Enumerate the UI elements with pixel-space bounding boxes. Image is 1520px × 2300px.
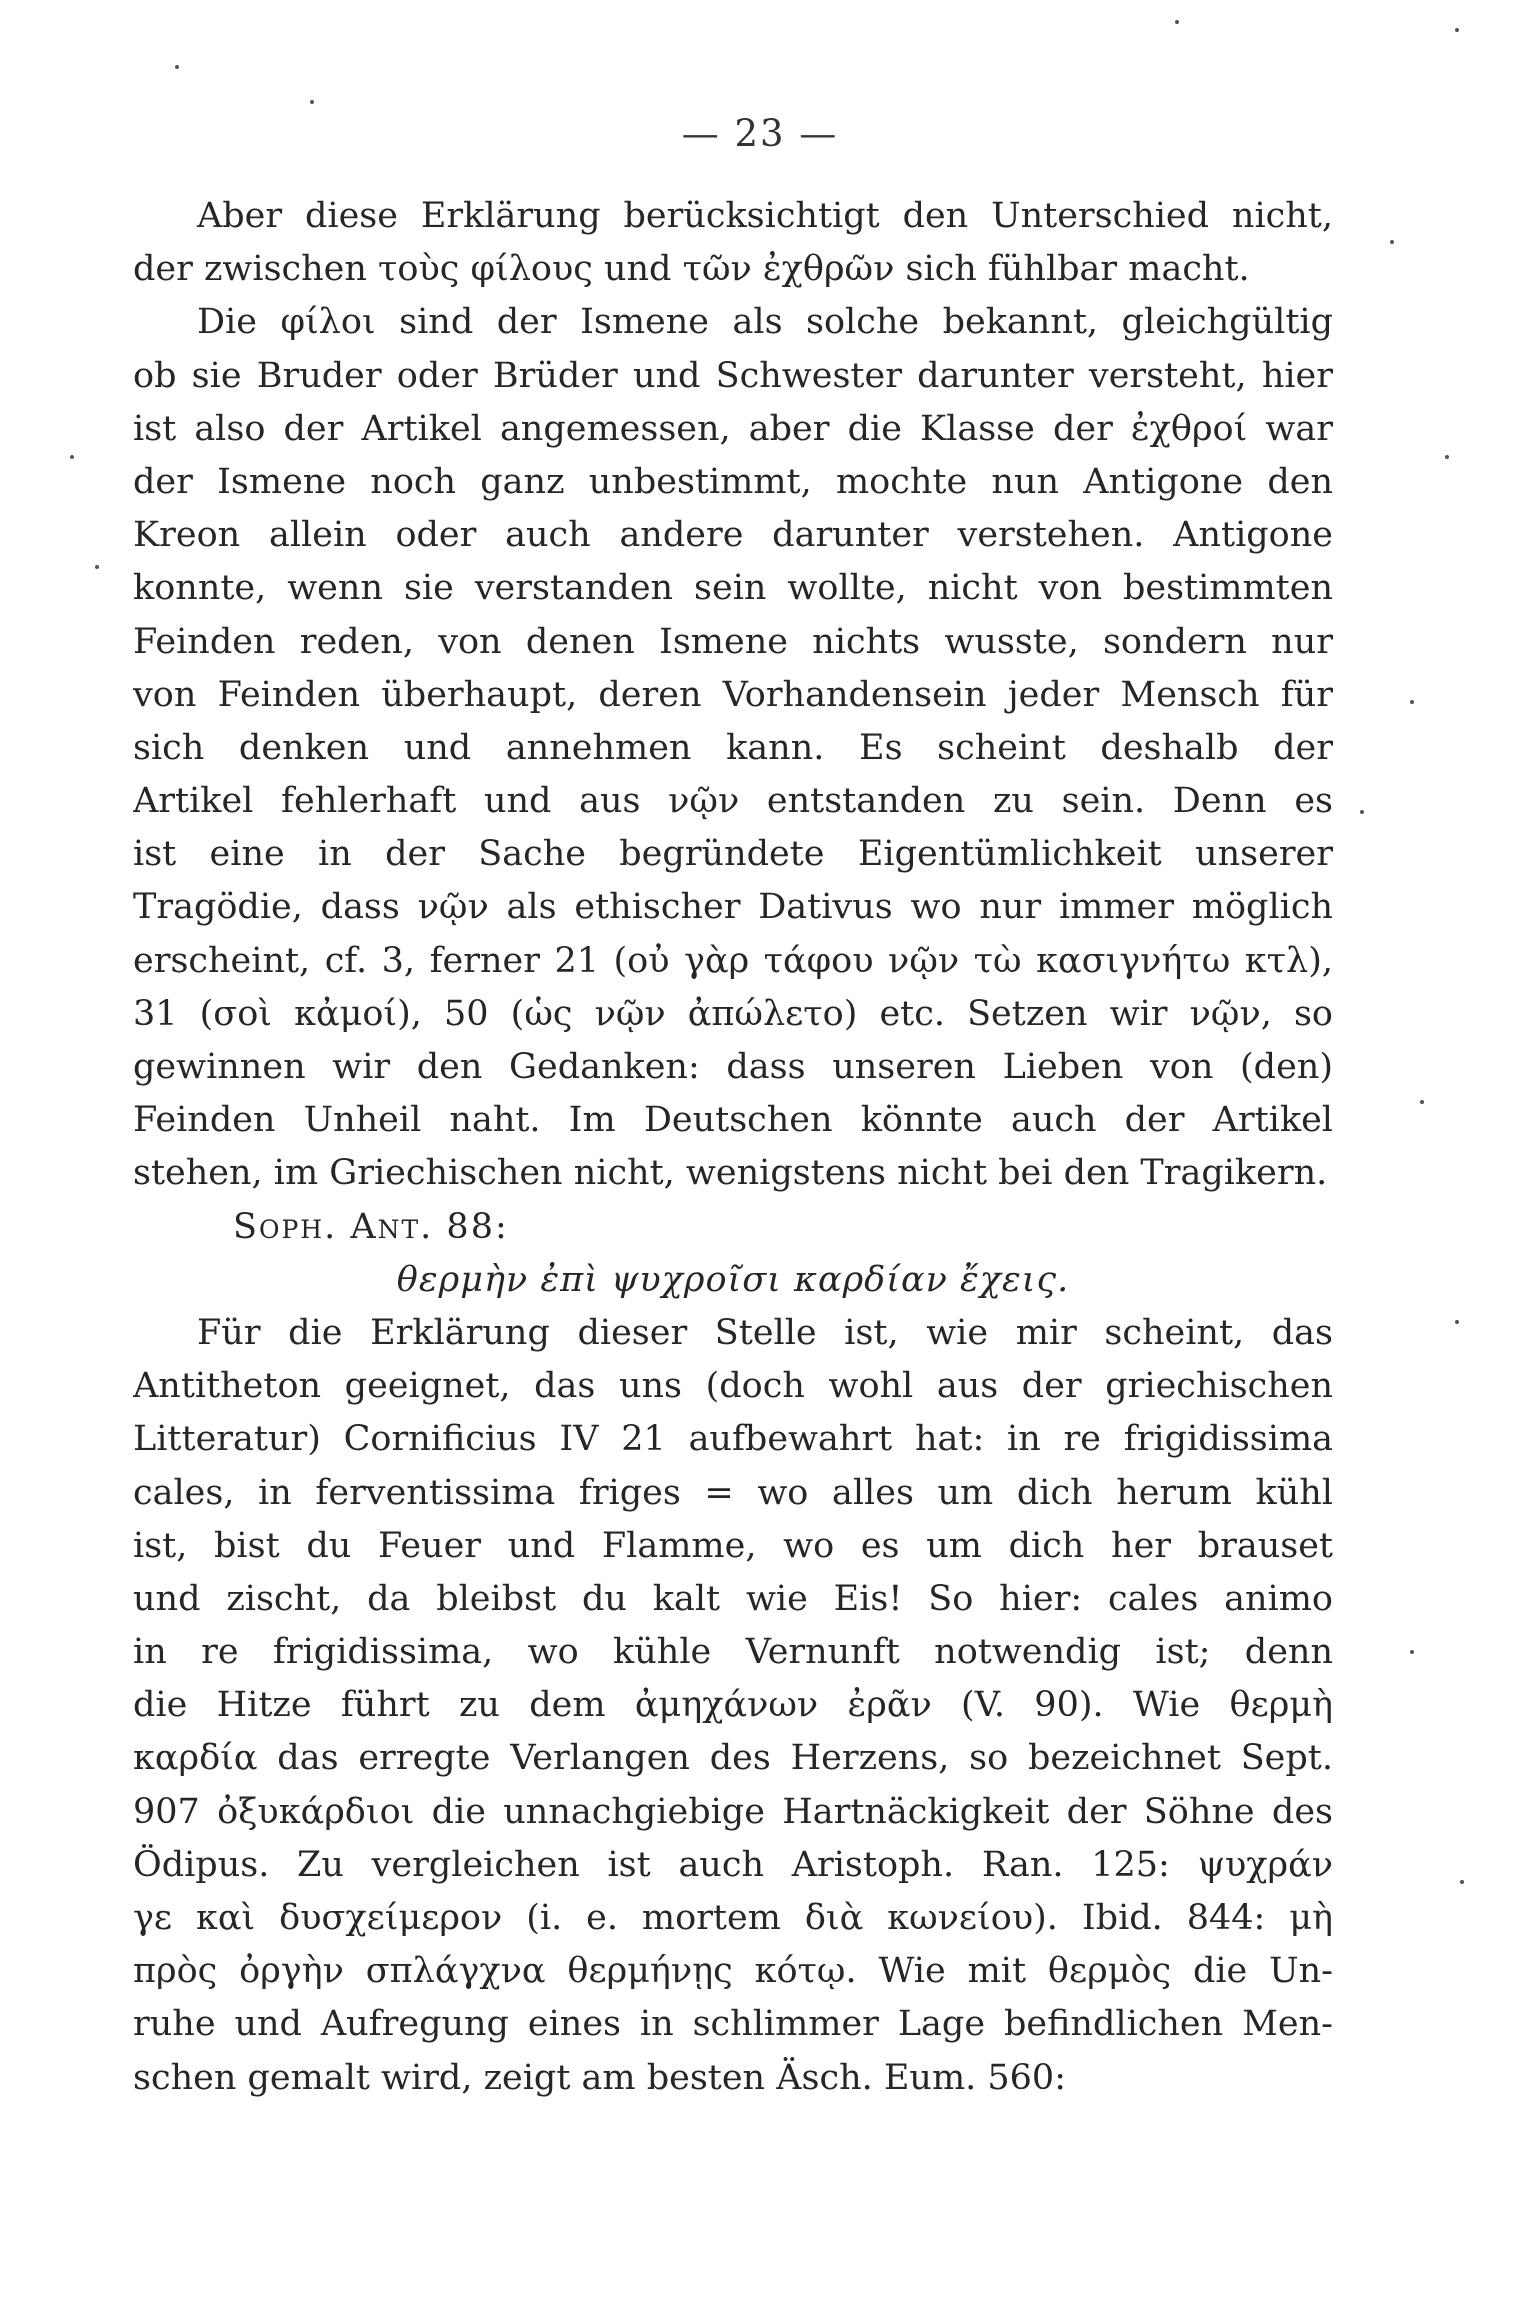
scan-speck <box>1410 1650 1414 1654</box>
text-line: von Feinden überhaupt, deren Vorhandensein jeder Mensch für <box>133 674 1333 715</box>
text-line: die Hitze führt zu dem ἀμηχάνων ἐρᾶν (V. 90). Wie θερμὴ <box>133 1685 1333 1726</box>
text-line: ist also der Artikel angemessen, aber die Klasse der ἐχθροί war <box>133 408 1333 449</box>
text-line: erscheint, cf. 3, ferner 21 (οὐ γὰρ τάφου νῷν τὼ κασιγνήτω κτλ), <box>133 940 1333 981</box>
scan-speck <box>1360 810 1364 814</box>
text-line: ist eine in der Sache begründete Eigentümlichkeit unserer <box>133 834 1333 875</box>
page-number: — 23 — <box>681 112 839 155</box>
text-line: und zischt, da bleibst du kalt wie Eis! So hier: cales animo <box>133 1578 1333 1619</box>
text-line: πρὸς ὀργὴν σπλάγχνα θερμήνῃς κότῳ. Wie mit θερμὸς die Un- <box>133 1951 1333 1992</box>
scan-speck <box>175 65 179 69</box>
scan-speck <box>310 100 314 104</box>
scan-speck <box>70 455 74 459</box>
text-line: cales, in ferventissima friges = wo alles um dich herum kühl <box>133 1472 1333 1513</box>
text-line: in re frigidissima, wo kühle Vernunft notwendig ist; denn <box>133 1632 1333 1673</box>
text-line: ob sie Bruder oder Brüder und Schwester darunter versteht, hier <box>133 355 1333 396</box>
text-line: Ödipus. Zu vergleichen ist auch Aristoph. Ran. 125: ψυχράν <box>133 1844 1333 1885</box>
text-line: γε καὶ δυσχείμερον (i. e. mortem διὰ κωνείου). Ibid. 844: μὴ <box>133 1898 1333 1938</box>
text-line: Feinden Unheil naht. Im Deutschen könnte auch der Artikel <box>133 1100 1333 1141</box>
text-line: Antitheton geeignet, das uns (doch wohl aus der griechischen <box>133 1366 1333 1407</box>
text-line: der Ismene noch ganz unbestimmt, mochte nun Antigone den <box>133 461 1333 502</box>
text-line: Aber diese Erklärung berücksichtigt den Unterschied nicht, <box>197 196 1333 236</box>
text-line: Die φίλοι sind der Ismene als solche bekannt, gleichgültig <box>197 302 1333 343</box>
scan-speck <box>1460 1880 1464 1884</box>
text-line: Feinden reden, von denen Ismene nichts wusste, sondern nur <box>133 621 1333 662</box>
text-line: Artikel fehlerhaft und aus νῷν entstanden zu sein. Denn es <box>133 781 1333 822</box>
scan-speck <box>1175 20 1179 24</box>
scan-speck <box>1390 240 1394 244</box>
text-line: ruhe und Aufregung eines in schlimmer Lage befindlichen Men- <box>133 2004 1333 2045</box>
text-line: ist, bist du Feuer und Flamme, wo es um dich her brauset <box>133 1525 1333 1566</box>
text-line: Litteratur) Cornificius IV 21 aufbewahrt hat: in re frigidissima <box>133 1419 1333 1460</box>
text-line: schen gemalt wird, zeigt am besten Äsch. Eum. 560: <box>133 2057 1066 2098</box>
scan-speck <box>1420 1100 1424 1104</box>
body-text <box>133 190 1333 2105</box>
scan-speck <box>1410 700 1414 704</box>
text-line: stehen, im Griechischen nicht, wenigstens nicht bei den Tragikern. <box>133 1153 1328 1194</box>
scan-speck <box>1455 1320 1459 1324</box>
text-line: Kreon allein oder auch andere darunter verstehen. Antigone <box>133 515 1333 556</box>
text-line: καρδία das erregte Verlangen des Herzens, so bezeichnet Sept. <box>133 1738 1333 1779</box>
text-line: konnte, wenn sie verstanden sein wollte, nicht von bestimmten <box>133 568 1333 609</box>
text-line: Für die Erklärung dieser Stelle ist, wie mir scheint, das <box>197 1312 1333 1353</box>
text-line: sich denken und annehmen kann. Es scheint deshalb der <box>133 727 1333 768</box>
text-line: Tragödie, dass νῷν als ethischer Dativus wo nur immer möglich <box>133 887 1333 928</box>
scan-speck <box>1455 28 1459 32</box>
text-line: θερμὴν ἐπὶ ψυχροῖσι καρδίαν ἔχεις. <box>396 1259 1070 1300</box>
scan-speck <box>1445 455 1449 459</box>
text-line: 907 ὀξυκάρδιοι die unnachgiebige Hartnäckigkeit der Söhne des <box>133 1791 1333 1832</box>
text-line: der zwischen τοὺς φίλους und τῶν ἐχθρῶν sich fühlbar macht. <box>133 249 1250 290</box>
text-line: Soph. Ant. 88: <box>233 1206 509 1247</box>
scan-speck <box>95 565 99 569</box>
text-line: gewinnen wir den Gedanken: dass unseren Lieben von (den) <box>133 1047 1333 1087</box>
text-line: 31 (σοὶ κἀμοί), 50 (ὡς νῷν ἀπώλετο) etc. Setzen wir νῷν, so <box>133 993 1333 1034</box>
